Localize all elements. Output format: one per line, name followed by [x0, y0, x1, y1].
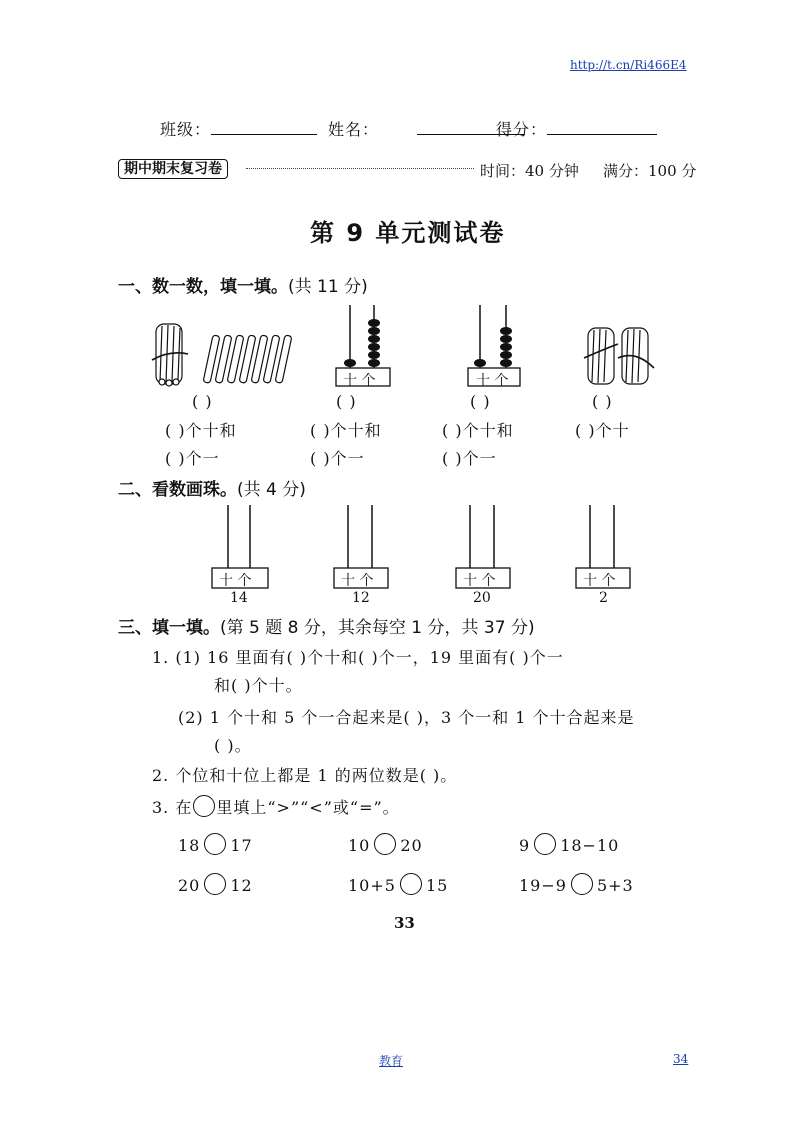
- stick-bundle-icon: [618, 328, 654, 384]
- ones-label: 个: [494, 373, 509, 389]
- compare-circle[interactable]: [571, 873, 593, 895]
- question-1-2: (2) 1 个十和 5 个一合起来是( )，3 个一和 1 个十合起来是: [178, 708, 635, 727]
- question-3-prefix: 3. 在: [152, 798, 193, 817]
- fill-tens-2[interactable]: ( )个十和: [310, 421, 382, 440]
- score-blank[interactable]: [547, 134, 657, 135]
- section2-title: 二、看数画珠。: [118, 480, 237, 500]
- section3-heading: [118, 613, 535, 638]
- compare-right: 15: [425, 876, 449, 895]
- compare-right: 17: [230, 836, 253, 855]
- header-dotted-rule: [246, 168, 474, 169]
- question-1-2-cont: ( )。: [214, 736, 252, 755]
- compare-6: [519, 873, 634, 895]
- compare-circle[interactable]: [400, 873, 422, 895]
- section2-heading: [118, 475, 306, 500]
- compare-left: 9: [519, 836, 531, 855]
- answer-paren-1[interactable]: ( ): [192, 392, 213, 411]
- source-link[interactable]: http://t.cn/Ri466E4: [570, 58, 687, 72]
- fill-ones-1[interactable]: ( )个一: [165, 449, 220, 468]
- section2-points: (共 4 分): [237, 480, 306, 500]
- ones-label: 个: [361, 373, 376, 389]
- abacus-2-labels: [476, 370, 508, 390]
- compare-left: 10+5: [348, 876, 396, 895]
- abacus-labels: [219, 570, 251, 590]
- compare-circle[interactable]: [374, 833, 396, 855]
- full-score: 满分：100 分: [603, 162, 697, 180]
- ones-label: 个: [237, 573, 252, 589]
- footer-link[interactable]: 教育: [379, 1054, 404, 1068]
- compare-right: 20: [400, 836, 423, 855]
- name-label: 姓名：: [328, 120, 380, 139]
- compare-3: [519, 833, 619, 855]
- fill-ones-2[interactable]: ( )个一: [310, 449, 365, 468]
- stick-bundle-icon: [584, 328, 618, 384]
- section2-abacuses: [200, 500, 640, 592]
- tens-label: 十: [341, 573, 355, 589]
- section1-heading: [118, 272, 368, 297]
- exam-tag-label: 期中期末复习卷: [118, 159, 228, 179]
- question-2: 2. 个位和十位上都是 1 的两位数是( )。: [152, 766, 458, 785]
- abacus-labels: [583, 570, 615, 590]
- tens-label: 十: [476, 373, 490, 389]
- abacus-labels: [463, 570, 495, 590]
- fill-ones-3[interactable]: ( )个一: [442, 449, 497, 468]
- fill-tens-3[interactable]: ( )个十和: [442, 421, 514, 440]
- tens-label: 十: [463, 573, 477, 589]
- fill-tens-4[interactable]: ( )个十: [575, 421, 630, 440]
- compare-left: 18: [178, 836, 201, 855]
- section3-points: (第 5 题 8 分，其余每空 1 分，共 37 分): [220, 618, 535, 638]
- compare-circle[interactable]: [204, 873, 226, 895]
- section1-points: (共 11 分): [288, 277, 368, 297]
- page-number: 33: [394, 914, 415, 932]
- answer-paren-2[interactable]: ( ): [336, 392, 357, 411]
- compare-circle[interactable]: [204, 833, 226, 855]
- tens-label: 十: [343, 373, 357, 389]
- footer-page-link[interactable]: 34: [673, 1052, 689, 1066]
- tens-label: 十: [583, 573, 597, 589]
- ones-label: 个: [481, 573, 496, 589]
- single-sticks-icon: [203, 335, 292, 383]
- compare-1: [178, 833, 253, 855]
- section3-title: 三、填一填。: [118, 618, 220, 638]
- question-3-suffix: 里填上“>”“<”或“=”。: [216, 798, 400, 817]
- time-limit: 时间：40 分钟: [480, 162, 579, 180]
- abacus-number-4: 2: [599, 590, 608, 606]
- compare-right: 18−10: [560, 836, 620, 855]
- question-1-1-cont: 和( )个十。: [214, 676, 303, 695]
- compare-left: 10: [348, 836, 371, 855]
- score-label: 得分：: [496, 120, 548, 139]
- answer-paren-3[interactable]: ( ): [470, 392, 491, 411]
- abacus-number-2: 12: [352, 590, 370, 606]
- compare-right: 12: [230, 876, 253, 895]
- score-field: [496, 117, 657, 140]
- compare-circle[interactable]: [534, 833, 556, 855]
- ones-label: 个: [359, 573, 374, 589]
- page-title: 第 9 单元测试卷: [310, 219, 506, 247]
- compare-right: 5+3: [596, 876, 634, 895]
- exam-tag: [118, 158, 228, 178]
- class-field: [160, 117, 317, 140]
- abacus-labels: [341, 570, 373, 590]
- fill-tens-1[interactable]: ( )个十和: [165, 421, 237, 440]
- compare-2: [348, 833, 423, 855]
- answer-paren-4[interactable]: ( ): [592, 392, 613, 411]
- section1-figures: [140, 300, 700, 400]
- compare-5: [348, 873, 448, 895]
- compare-4: [178, 873, 253, 895]
- ones-label: 个: [601, 573, 616, 589]
- stick-bundle-icon: [152, 324, 188, 386]
- question-1-1: 1. (1) 16 里面有( )个十和( )个一，19 里面有( )个一: [152, 648, 564, 667]
- compare-left: 20: [178, 876, 201, 895]
- class-blank[interactable]: [211, 134, 317, 135]
- abacus-1-labels: [343, 370, 375, 390]
- section1-title: 一、数一数，填一填。: [118, 277, 288, 297]
- circle-icon: [193, 795, 215, 817]
- abacus-number-1: 14: [230, 590, 248, 606]
- question-3: [152, 795, 400, 818]
- compare-left: 19−9: [519, 876, 567, 895]
- class-label: 班级：: [160, 120, 212, 139]
- abacus-number-3: 20: [473, 590, 491, 606]
- tens-label: 十: [219, 573, 233, 589]
